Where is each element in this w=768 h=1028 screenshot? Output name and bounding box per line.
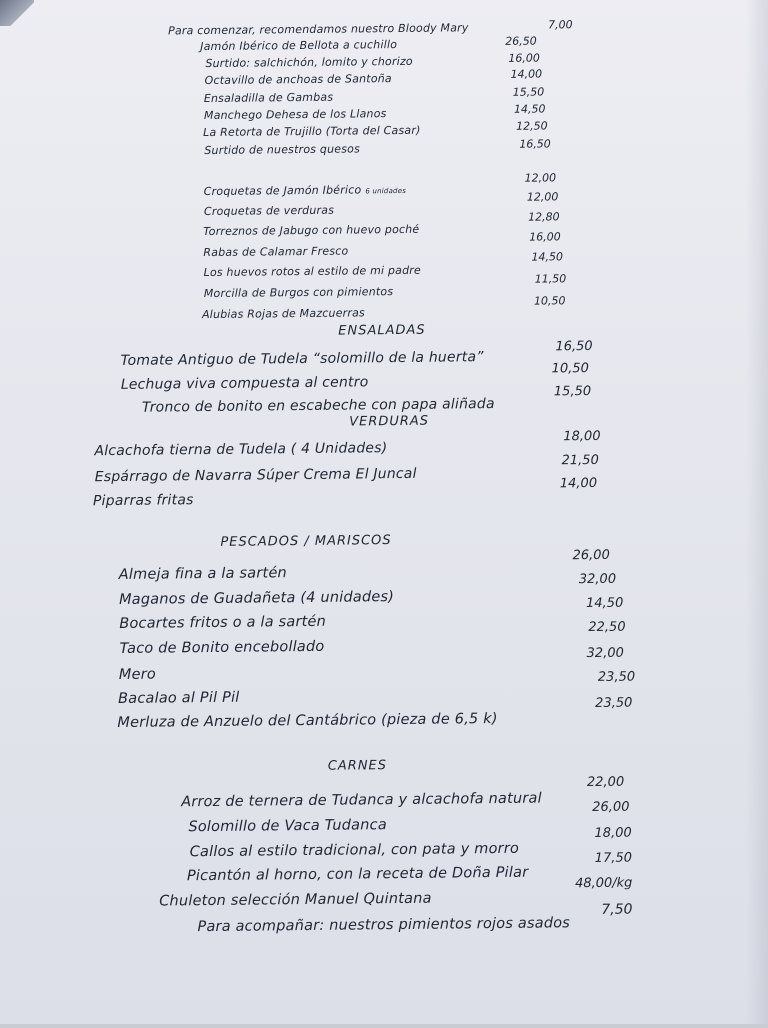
menu-item: Tronco de bonito en escabeche con papa aliñada <box>141 396 495 416</box>
section-title-verduras: VERDURAS <box>349 413 430 430</box>
menu-item: Alubias Rojas de Mazcuerras <box>201 306 366 322</box>
menu-item: Lechuga viva compuesta al centro <box>120 374 369 393</box>
menu-item <box>204 183 406 198</box>
menu-item: Maganos de Guadañeta (4 unidades) <box>118 589 395 608</box>
intro-label: Para comenzar, recomendamos nuestro Bloody Mary <box>168 21 469 38</box>
menu-item: La Retorta de Trujillo (Torta del Casar) <box>203 123 421 140</box>
menu-price: 11,50 <box>534 272 567 286</box>
menu-price: 32,00 <box>586 645 624 662</box>
intro-price: 7,00 <box>547 18 573 32</box>
menu-item: Callos al estilo tradicional, con pata y morro <box>189 840 520 861</box>
menu-item: Los huevos rotos al estilo de mi padre <box>203 263 422 280</box>
menu-item: Torreznos de Jabugo con huevo poché <box>203 222 420 239</box>
menu-price: 12,50 <box>516 119 548 133</box>
menu-price: 26,50 <box>505 34 537 48</box>
menu-price: 12,00 <box>524 171 557 185</box>
menu-price: 17,50 <box>594 850 633 866</box>
menu-price: 10,50 <box>533 294 566 308</box>
menu-item: Solomillo de Vaca Tudanca <box>188 817 387 836</box>
menu-price: 23,50 <box>595 695 633 711</box>
menu-price: 14,50 <box>586 595 624 612</box>
section-title-ensaladas: ENSALADAS <box>338 322 426 339</box>
menu-price: 26,00 <box>592 799 630 816</box>
menu-price: 14,50 <box>513 102 546 116</box>
side-dish-label: Para acompañar: nuestros pimientos rojos asados <box>197 915 571 936</box>
menu-item: Picantón al horno, con la receta de Doña Pilar <box>186 864 529 885</box>
menu-item: Mero <box>118 666 156 683</box>
menu-price: 15,50 <box>553 383 592 400</box>
menu-price: 32,00 <box>578 571 617 588</box>
menu-price: 10,50 <box>551 361 589 377</box>
menu-item: Croquetas de verduras <box>203 203 335 219</box>
menu-item: Alcachofa tierna de Tudela ( 4 Unidades) <box>94 440 388 460</box>
menu-price: 12,80 <box>527 210 560 224</box>
menu-price: 14,00 <box>559 475 598 492</box>
menu-price: 16,00 <box>529 230 561 244</box>
menu-item: Rabas de Calamar Fresco <box>203 244 349 260</box>
menu-price: 23,50 <box>597 669 636 685</box>
menu-item: Manchego Dehesa de los Llanos <box>203 107 387 123</box>
menu-item: Jamón Ibérico de Bellota a cuchillo <box>200 38 398 54</box>
menu-item: Arroz de ternera de Tudanca y alcachofa natural <box>181 790 542 811</box>
menu-price: 12,00 <box>526 190 559 204</box>
menu-price: 15,50 <box>512 85 545 99</box>
menu-item: Octavillo de anchoas de Santoña <box>204 72 392 88</box>
menu-item: Merluza de Anzuelo del Cantábrico (pieza de 6,5 k) <box>117 710 498 731</box>
menu-item-note: 6 unidades <box>365 186 407 196</box>
menu-price: 16,00 <box>508 51 540 65</box>
menu-price: 22,50 <box>588 619 626 636</box>
menu-item-name: Croquetas de Jamón Ibérico <box>203 183 362 199</box>
menu-item: Ensaladilla de Gambas <box>203 90 334 106</box>
menu-item: Bacalao al Pil Pil <box>117 689 240 707</box>
menu-item: Surtido: salchichón, lomito y chorizo <box>205 54 413 71</box>
menu-item: Piparras fritas <box>92 492 194 510</box>
menu-price: 22,00 <box>586 774 625 791</box>
menu-price: 18,00 <box>594 825 632 841</box>
side-dish-price: 7,50 <box>601 901 633 918</box>
menu-item: Espárrago de Navarra Súper Crema El Juncal <box>94 465 417 486</box>
section-title-carnes: CARNES <box>327 758 388 774</box>
menu-price: 14,50 <box>531 250 564 264</box>
menu-item: Tomate Antiguo de Tudela “solomillo de la huerta” <box>120 349 484 369</box>
menu-price: 48,00/kg <box>574 875 633 892</box>
menu-item: Bocartes fritos o a la sartén <box>119 613 327 632</box>
menu-price: 16,50 <box>519 137 551 151</box>
menu-item: Chuleton selección Manuel Quintana <box>159 890 432 910</box>
menu-item: Almeja fina a la sartén <box>118 565 288 583</box>
menu-price: 18,00 <box>563 428 601 445</box>
menu-price: 16,50 <box>555 338 593 355</box>
menu-item: Taco de Bonito encebollado <box>119 638 325 657</box>
menu-price: 26,00 <box>572 547 610 564</box>
menu-price: 21,50 <box>561 452 599 469</box>
menu-item: Surtido de nuestros quesos <box>204 142 361 158</box>
menu-price: 14,00 <box>510 67 543 81</box>
menu-item: Morcilla de Burgos con pimientos <box>203 285 394 301</box>
section-title-pescados: PESCADOS / MARISCOS <box>220 533 392 550</box>
